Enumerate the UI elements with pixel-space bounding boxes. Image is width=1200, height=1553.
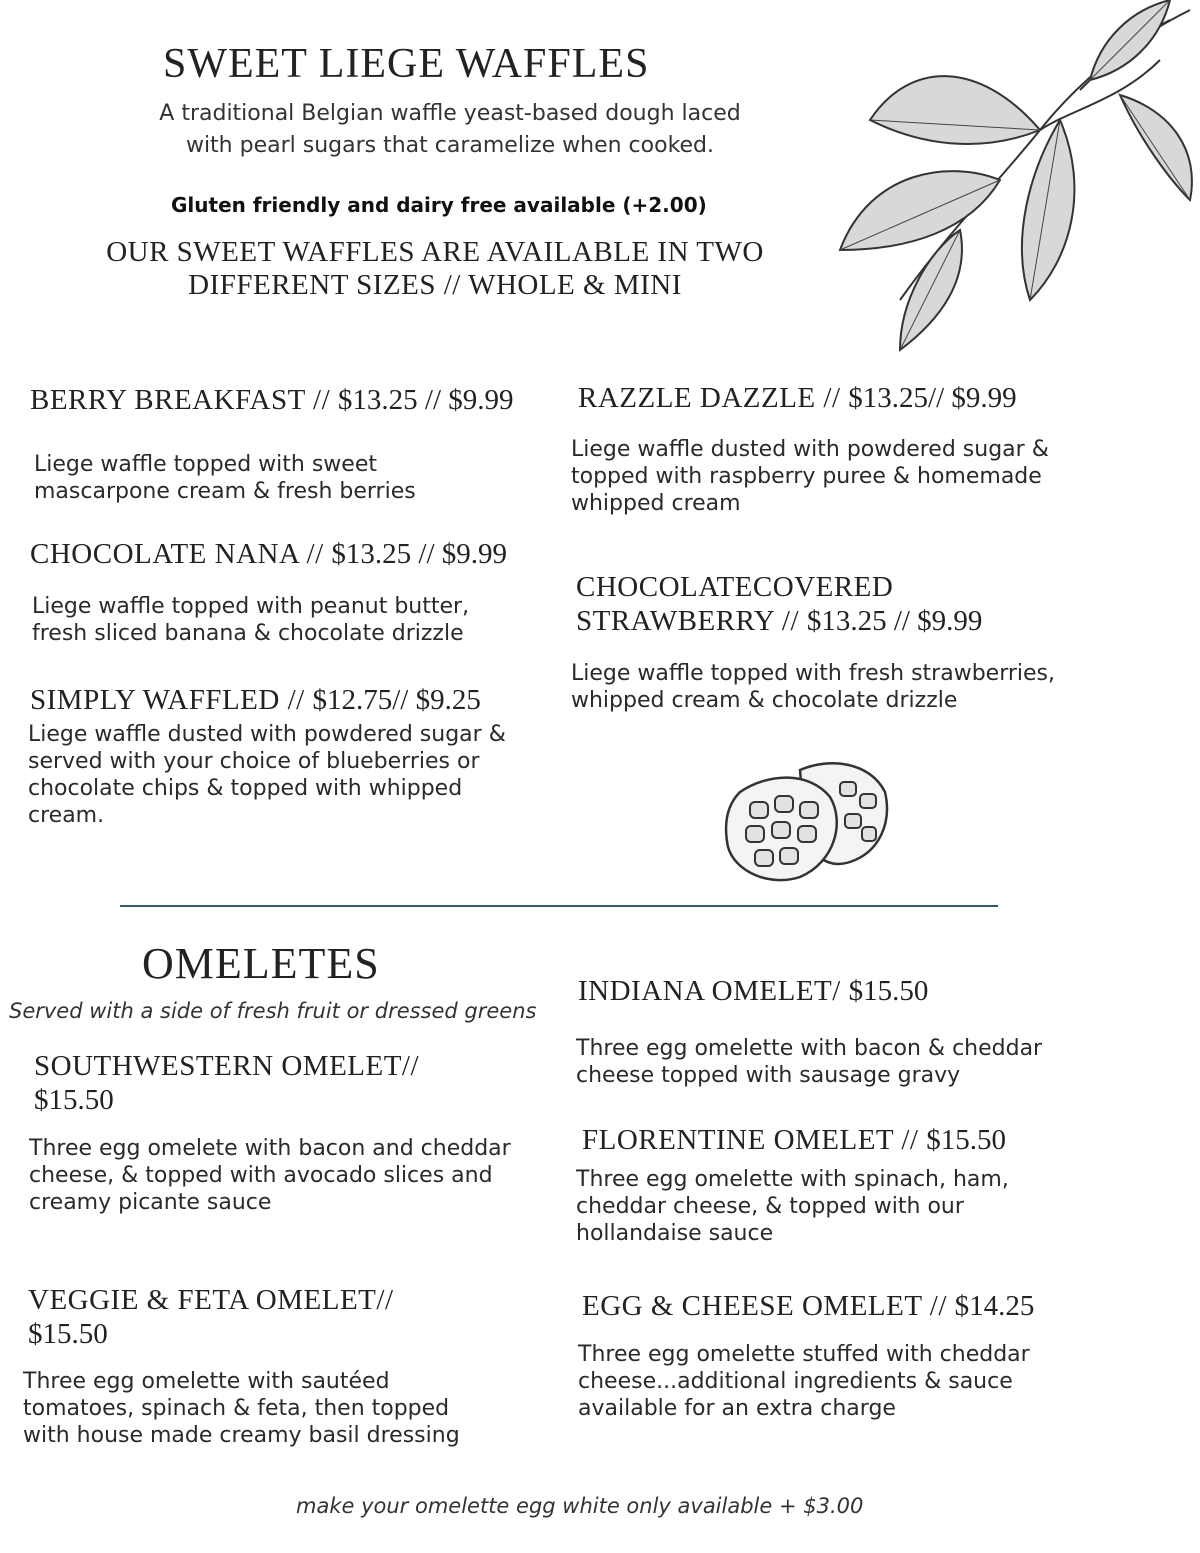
menu-item-name: SOUTHWESTERN OMELET// — [34, 1050, 420, 1082]
menu-item-florentine-omelet-desc: Three egg omelette with spinach, ham, cheddar cheese, & topped with our hollandaise sauce — [576, 1167, 1009, 1246]
menu-item-price: $13.25 // $9.99 — [331, 538, 508, 570]
waffle-illustration — [720, 752, 895, 892]
omelets-title: OMELETES — [142, 939, 380, 988]
sizes-note-line2: DIFFERENT SIZES // WHOLE & MINI — [188, 269, 682, 301]
menu-item-florentine-omelet-heading — [582, 1123, 1006, 1157]
menu-item-indiana-omelet-heading — [578, 974, 928, 1008]
waffles-title: SWEET LIEGE WAFFLES — [163, 41, 650, 87]
menu-item-chocolate-nana-heading — [30, 537, 507, 571]
footer-note: make your omelette egg white only available + $3.00 — [296, 1494, 864, 1518]
menu-item-name: SIMPLY WAFFLED // — [30, 684, 305, 716]
menu-item-simply-waffled-heading — [30, 683, 481, 717]
menu-item-name: FLORENTINE OMELET // — [582, 1124, 919, 1156]
menu-item-simply-waffled-desc: Liege waffle dusted with powdered sugar & served with your choice of blueberries or chocolate chips & topped with whipped cream. — [28, 722, 506, 828]
menu-item-name-line1: CHOCOLATECOVERED — [576, 571, 894, 603]
waffles-intro-line1: A traditional Belgian waffle yeast-based dough laced — [159, 101, 741, 126]
menu-item-price: $13.25 // $9.99 — [806, 605, 983, 637]
menu-item-name: VEGGIE & FETA OMELET// — [28, 1284, 394, 1316]
menu-item-name: CHOCOLATE NANA // — [30, 538, 324, 570]
menu-item-southwestern-omelet-heading — [34, 1049, 514, 1117]
menu-item-indiana-omelet-desc: Three egg omelette with bacon & cheddar cheese topped with sausage gravy — [576, 1036, 1043, 1088]
menu-item-price: $15.50 — [28, 1318, 108, 1350]
menu-item-price: $13.25// $9.99 — [848, 382, 1017, 414]
menu-item-berry-breakfast-heading — [30, 383, 514, 417]
menu-item-southwestern-omelet-desc: Three egg omelete with bacon and cheddar cheese, & topped with avocado slices and creamy picante sauce — [29, 1136, 511, 1215]
menu-item-price: $12.75// $9.25 — [312, 684, 481, 716]
menu-item-name: EGG & CHEESE OMELET // — [582, 1290, 947, 1322]
menu-item-berry-breakfast-desc: Liege waffle topped with sweet mascarpone cream & fresh berries — [34, 452, 416, 504]
waffles-intro — [120, 98, 780, 162]
menu-item-price: $15.50 — [926, 1124, 1006, 1156]
menu-item-egg-cheese-omelet-heading — [582, 1289, 1034, 1323]
menu-item-price: $13.25 // $9.99 — [337, 384, 514, 416]
menu-item-egg-cheese-omelet-desc: Three egg omelette stuffed with cheddar cheese...additional ingredients & sauce available for an extra charge — [578, 1342, 1030, 1421]
sizes-note — [60, 236, 810, 302]
menu-item-name: RAZZLE DAZZLE // — [578, 382, 841, 414]
menu-item-veggie-feta-omelet-heading — [28, 1283, 508, 1351]
menu-item-razzle-dazzle-desc: Liege waffle dusted with powdered sugar & topped with raspberry puree & homemade whipped cream — [571, 437, 1049, 516]
menu-item-chocolate-covered-strawberry-desc: Liege waffle topped with fresh strawberries, whipped cream & chocolate drizzle — [571, 661, 1055, 713]
menu-item-chocolate-nana-desc: Liege waffle topped with peanut butter, fresh sliced banana & chocolate drizzle — [32, 594, 470, 646]
menu-item-name: BERRY BREAKFAST // — [30, 384, 331, 416]
sizes-note-line1: OUR SWEET WAFFLES ARE AVAILABLE IN TWO — [106, 236, 764, 268]
menu-item-name-line2: STRAWBERRY // — [576, 605, 800, 637]
menu-item-price: $14.25 — [954, 1290, 1035, 1322]
menu-item-name: INDIANA OMELET/ — [578, 975, 841, 1007]
gluten-note: Gluten friendly and dairy free available (+2.00) — [171, 193, 707, 217]
omelets-subtitle: Served with a side of fresh fruit or dressed greens — [9, 999, 537, 1023]
section-divider — [120, 905, 998, 907]
menu-item-chocolate-covered-strawberry-heading — [576, 570, 982, 638]
waffles-intro-line2: with pearl sugars that caramelize when cooked. — [185, 133, 715, 158]
menu-item-price: $15.50 — [34, 1084, 114, 1116]
menu-item-veggie-feta-omelet-desc: Three egg omelette with sautéed tomatoes, spinach & feta, then topped with house made creamy basil dressing — [23, 1369, 460, 1448]
leaf-branch-illustration — [830, 0, 1200, 360]
menu-item-price: $15.50 — [848, 975, 929, 1007]
menu-item-razzle-dazzle-heading — [578, 381, 1017, 415]
